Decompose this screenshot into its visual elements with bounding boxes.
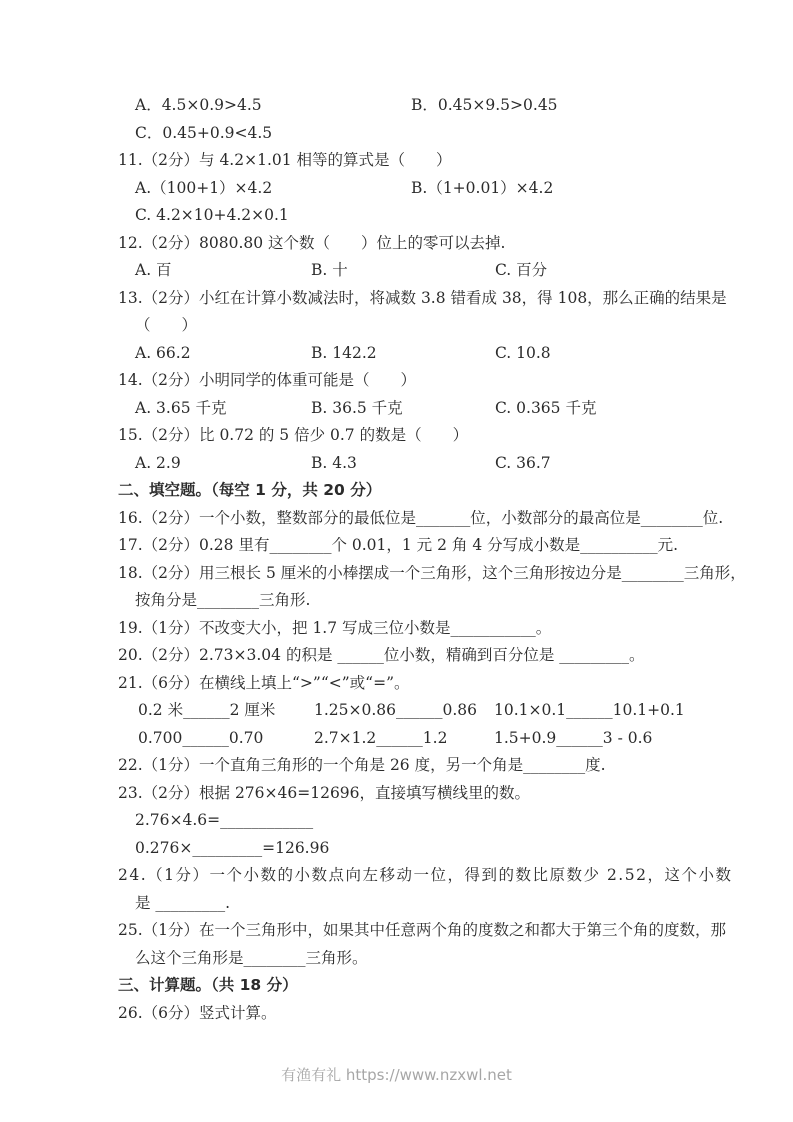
q26-stem: 26.（6分）竖式计算。 <box>118 1003 277 1022</box>
q10-option-a: A．4.5×0.9>4.5 <box>135 96 262 114</box>
q12-option-b: B. 十 <box>311 261 348 279</box>
q24-stem-line-1: 24.（1分）一个小数的小数点向左移动一位，得到的数比原数少 2.52，这个小数 <box>118 866 733 884</box>
q14-option-a: A. 3.65 千克 <box>135 398 227 417</box>
q21-compare-2-1: 0.700______0.70 <box>138 728 264 747</box>
q13-option-c: C. 10.8 <box>495 343 551 362</box>
q21-compare-1-2: 1.25×0.86______0.86 <box>314 701 478 719</box>
q23-blank-line-2: 0.276×_________=126.96 <box>135 838 330 857</box>
q11-option-a: A.（100+1）×4.2 <box>135 178 273 197</box>
q13-options-row <box>118 340 718 368</box>
q23-blank-line-1: 2.76×4.6=____________ <box>135 811 314 829</box>
q16-stem: 16.（2分）一个小数，整数部分的最低位是_______位，小数部分的最高位是________位. <box>118 508 724 527</box>
page-footer <box>0 1064 793 1086</box>
q23-stem: 23.（2分）根据 276×46=12696，直接填写横线里的数。 <box>118 783 531 802</box>
q11-option-c: C. 4.2×10+4.2×0.1 <box>135 206 289 224</box>
q15-options-row <box>118 450 718 478</box>
q25-stem-line-1: 25.（1分）在一个三角形中，如果其中任意两个角的度数之和都大于第三个角的度数，那 <box>118 921 727 939</box>
q18-stem-line-1: 18.（2分）用三根长 5 厘米的小棒摆成一个三角形，这个三角形按边分是________三角形， <box>118 563 746 582</box>
q13-option-b: B. 142.2 <box>311 343 377 362</box>
q21-compare-1-3: 10.1×0.1______10.1+0.1 <box>494 701 685 719</box>
q15-stem: 15.（2分）比 0.72 的 5 倍少 0.7 的数是（ ） <box>118 426 469 444</box>
q21-compare-2-2: 2.7×1.2______1.2 <box>314 728 448 747</box>
q12-options-row <box>118 257 718 285</box>
q11-options-row-1 <box>118 175 718 203</box>
q18-stem-line-2: 按角分是________三角形. <box>135 591 311 609</box>
q11-option-b: B.（1+0.01）×4.2 <box>411 178 554 197</box>
q17-stem: 17.（2分）0.28 里有________个 0.01，1 元 2 角 4 分写成小数是__________元. <box>118 536 679 554</box>
q15-option-b: B. 4.3 <box>311 453 357 472</box>
q12-option-a: A. 百 <box>135 261 172 279</box>
section-fill-title: 二、填空题。（每空 1 分，共 20 分） <box>118 481 382 499</box>
q20-stem: 20.（2分）2.73×3.04 的积是 ______位小数，精确到百分位是 _________。 <box>118 646 645 664</box>
q15-option-c: C. 36.7 <box>495 453 551 472</box>
section-calc-title: 三、计算题。（共 18 分） <box>118 976 298 994</box>
q13-stem-line-1: 13.（2分）小红在计算小数减法时，将减数 3.8 错看成 38，得 108，那么正确的结果是 <box>118 288 727 307</box>
q14-option-c: C. 0.365 千克 <box>495 398 597 417</box>
q21-compare-row-2 <box>118 725 718 753</box>
q21-compare-2-3: 1.5+0.9______3 - 0.6 <box>494 728 653 747</box>
q21-stem: 21.（6分）在横线上填上“>”“<”或“=”。 <box>118 673 410 692</box>
q22-stem: 22.（1分）一个直角三角形的一个角是 26 度，另一个角是________度. <box>118 756 606 774</box>
q15-option-a: A. 2.9 <box>135 453 181 472</box>
q21-compare-row-1 <box>118 697 718 725</box>
q19-stem: 19.（1分）不改变大小，把 1.7 写成三位小数是___________。 <box>118 618 552 637</box>
q10-option-c: C．0.45+0.9<4.5 <box>135 123 273 142</box>
exam-content <box>118 92 746 1027</box>
footer-watermark-text: 有渔有礼 https://www.nzxwl.net <box>281 1066 512 1084</box>
q12-option-c: C. 百分 <box>495 261 548 279</box>
q13-stem-line-2: （ ） <box>135 316 198 334</box>
q14-options-row <box>118 395 718 423</box>
q13-option-a: A. 66.2 <box>135 343 191 362</box>
q24-stem-line-2: 是 _________. <box>135 893 231 912</box>
q21-compare-1-1: 0.2 米______2 厘米 <box>138 701 276 719</box>
q10-options-row-1 <box>118 92 718 120</box>
q12-stem: 12.（2分）8080.80 这个数（ ）位上的零可以去掉. <box>118 233 506 252</box>
q14-stem: 14.（2分）小明同学的体重可能是（ ） <box>118 371 417 389</box>
q11-stem: 11.（2分）与 4.2×1.01 相等的算式是（ ） <box>118 151 452 169</box>
q10-option-b: B．0.45×9.5>0.45 <box>411 96 558 114</box>
q25-stem-line-2: 么这个三角形是________三角形。 <box>135 948 368 967</box>
q14-option-b: B. 36.5 千克 <box>311 398 403 417</box>
